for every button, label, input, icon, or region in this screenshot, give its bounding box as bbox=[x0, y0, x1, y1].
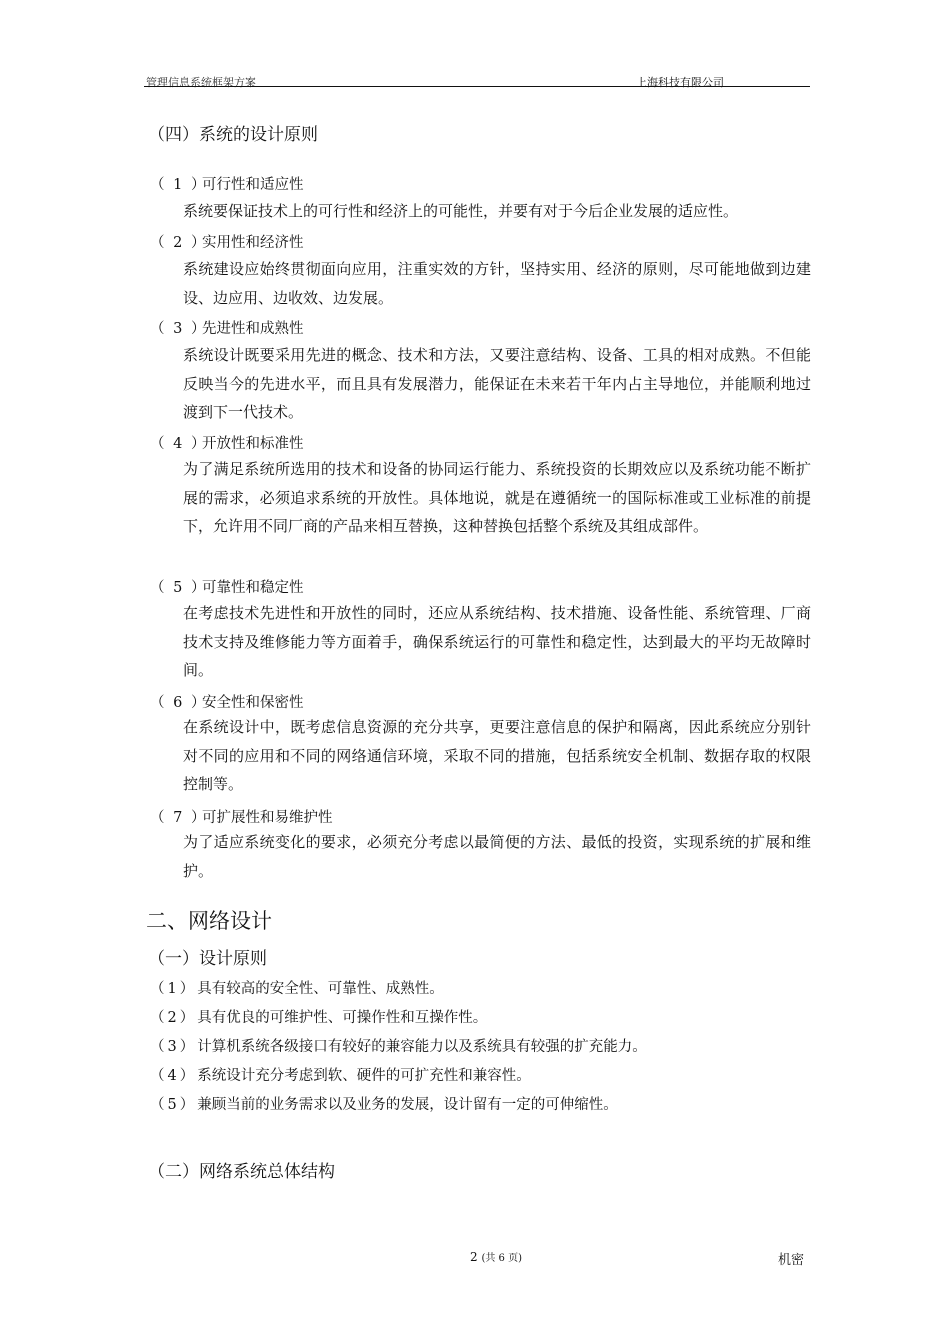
principle-title: 实用性和经济性 bbox=[202, 235, 304, 251]
subsection-title: （二）网络系统总体结构 bbox=[148, 1162, 335, 1182]
chapter-title: 二、网络设计 bbox=[146, 909, 272, 933]
page-number-current: 2 bbox=[470, 1250, 478, 1264]
net-principle-number: （2） bbox=[150, 1010, 198, 1026]
principle-body: 系统建设应始终贯彻面向应用，注重实效的方针，坚持实用、经济的原则，尽可能地做到边建设、边应用、边收效、边发展。 bbox=[183, 260, 811, 307]
principle-heading bbox=[150, 806, 333, 827]
net-principle-text: 计算机系统各级接口有较好的兼容能力以及系统具有较强的扩充能力。 bbox=[197, 1039, 647, 1055]
net-principle-text: 具有较高的安全性、可靠性、成熟性。 bbox=[197, 981, 444, 997]
principle-number: （ 4 ） bbox=[150, 436, 208, 452]
principle-number: （ 7 ） bbox=[150, 810, 208, 826]
net-principle-text: 具有优良的可维护性、可操作性和互操作性。 bbox=[197, 1010, 488, 1026]
principle-body: 在系统设计中，既考虑信息资源的充分共享，更要注意信息的保护和隔离，因此系统应分别针对不同的应用和不同的网络通信环境，采取不同的措施，包括系统安全机制、数据存取的权限控制等。 bbox=[183, 718, 811, 793]
net-principle-number: （5） bbox=[150, 1097, 198, 1113]
principle-heading bbox=[150, 576, 304, 597]
principle-body: 系统设计既要采用先进的概念、技术和方法，又要注意结构、设备、工具的相对成熟。不但能反映当今的先进水平，而且具有发展潜力，能保证在未来若干年内占主导地位，并能顺利地过渡到下一代技术。 bbox=[183, 346, 811, 421]
principle-number: （ 6 ） bbox=[150, 695, 208, 711]
principle-title: 可靠性和稳定性 bbox=[202, 580, 304, 596]
subsection-title: （一）设计原则 bbox=[148, 949, 267, 969]
confidential-label: 机密 bbox=[778, 1253, 805, 1268]
principle-body: 系统要保证技术上的可行性和经济上的可能性，并要有对于今后企业发展的适应性。 bbox=[183, 202, 739, 220]
principle-title: 可行性和适应性 bbox=[202, 177, 304, 193]
principle-title: 开放性和标准性 bbox=[202, 436, 304, 452]
header-rule bbox=[144, 86, 810, 87]
principle-title: 可扩展性和易维护性 bbox=[202, 810, 333, 826]
net-principle-item bbox=[150, 1093, 618, 1114]
net-principle-item bbox=[150, 977, 444, 998]
principle-body: 为了满足系统所选用的技术和设备的协同运行能力、系统投资的长期效应以及系统功能不断扩展的需求，必须追求系统的开放性。具体地说，就是在遵循统一的国际标准或工业标准的前提下，允许用不同厂商的产品来相互替换，这种替换包括整个系统及其组成部件。 bbox=[183, 460, 811, 535]
principle-heading bbox=[150, 231, 304, 252]
net-principle-text: 兼顾当前的业务需求以及业务的发展，设计留有一定的可伸缩性。 bbox=[197, 1097, 618, 1113]
principle-number: （ 3 ） bbox=[150, 321, 208, 337]
principle-body: 为了适应系统变化的要求，必须充分考虑以最简便的方法、最低的投资，实现系统的扩展和维护。 bbox=[183, 833, 811, 880]
page-header-left: 管理信息系统框架方案 bbox=[146, 76, 256, 89]
page-number bbox=[470, 1249, 522, 1264]
net-principle-number: （1） bbox=[150, 981, 198, 997]
net-principle-number: （3） bbox=[150, 1039, 198, 1055]
section-title: （四）系统的设计原则 bbox=[148, 125, 318, 145]
principle-title: 先进性和成熟性 bbox=[202, 321, 304, 337]
net-principle-text: 系统设计充分考虑到软、硬件的可扩充性和兼容性。 bbox=[197, 1068, 531, 1084]
principle-body: 在考虑技术先进性和开放性的同时，还应从系统结构、技术措施、设备性能、系统管理、厂商技术支持及维修能力等方面着手，确保系统运行的可靠性和稳定性，达到最大的平均无故障时间。 bbox=[183, 604, 811, 679]
page-header-right: 上海科技有限公司 bbox=[636, 76, 724, 89]
principle-heading bbox=[150, 432, 304, 453]
principle-number: （ 2 ） bbox=[150, 235, 208, 251]
page-number-total: (共 6 页) bbox=[481, 1253, 522, 1264]
net-principle-item bbox=[150, 1035, 647, 1056]
principle-heading bbox=[150, 173, 304, 194]
principle-heading bbox=[150, 317, 304, 338]
net-principle-item bbox=[150, 1064, 531, 1085]
principle-heading bbox=[150, 691, 304, 712]
principle-number: （ 5 ） bbox=[150, 580, 208, 596]
principle-number: （ 1 ） bbox=[150, 177, 208, 193]
net-principle-number: （4） bbox=[150, 1068, 198, 1084]
net-principle-item bbox=[150, 1006, 487, 1027]
principle-title: 安全性和保密性 bbox=[202, 695, 304, 711]
